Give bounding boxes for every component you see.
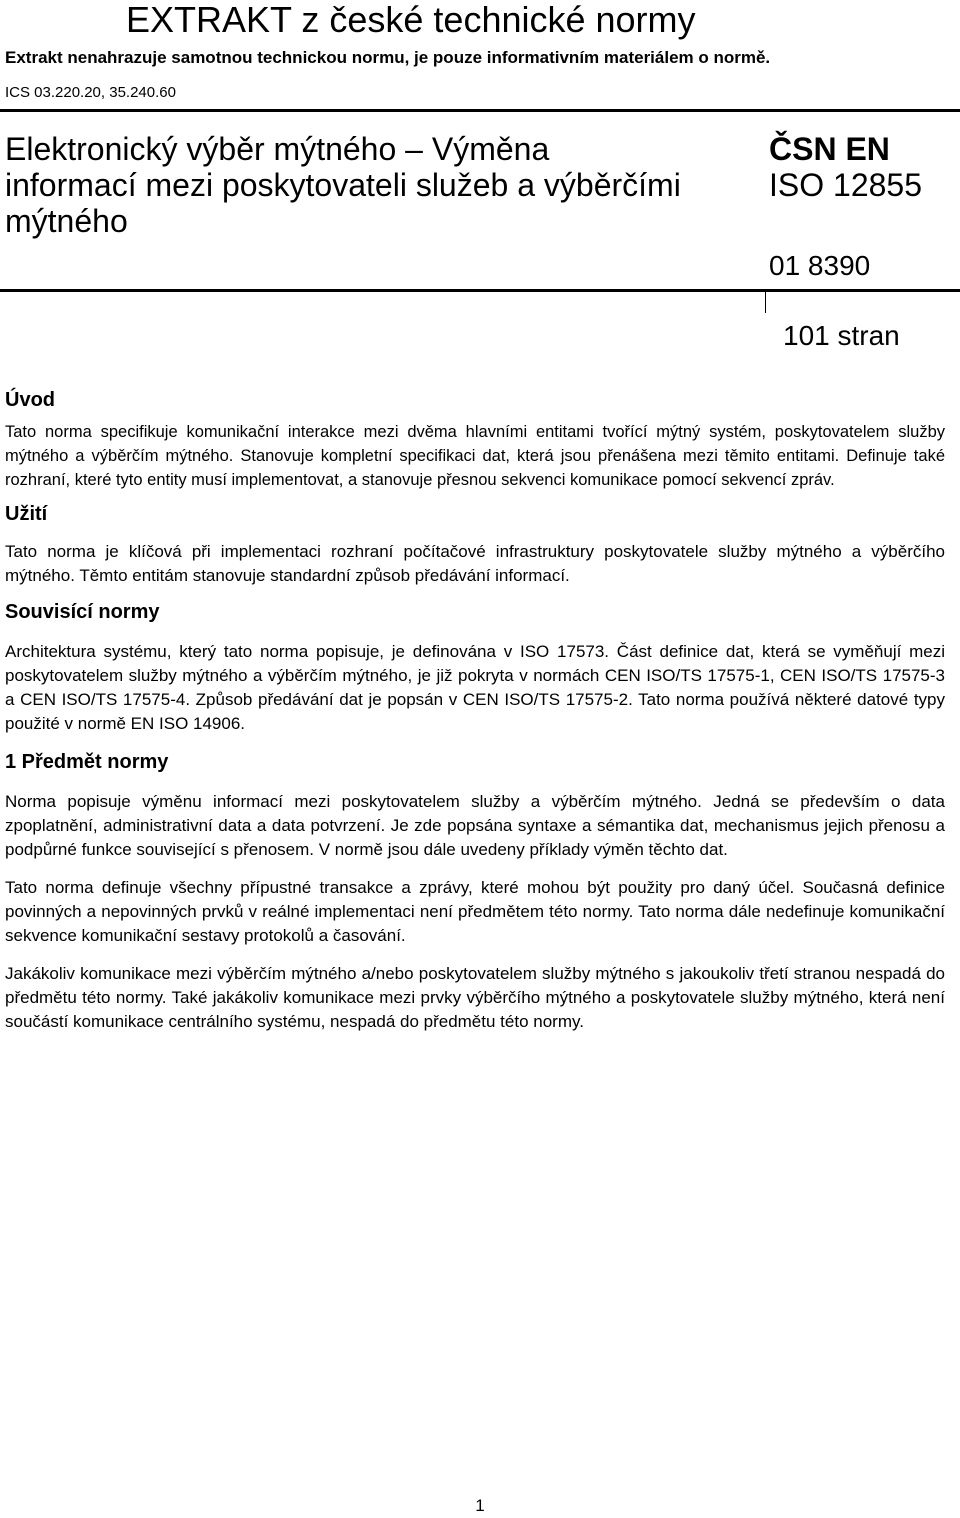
section-text-predmet-2: Tato norma definuje všechny přípustné transakce a zprávy, které mohou být použity pro daný účel. Současná definice povinných a nepovinných prvků v reálné implementaci není předmětem této normy. Tato norma dále nedefinuje komunikační sekvence komunikační sestavy protokolů a časování.	[5, 878, 945, 945]
standard-title-line-3: mýtného	[5, 203, 128, 239]
section-text-souvisici: Architektura systému, který tato norma popisuje, je definována v ISO 17573. Část definice dat, která se vyměňují mezi poskytovatelem služby mýtného a výběrčím mýtného, je již pokryta v normách CEN ISO/TS 17575-1, CEN ISO/TS 17575-3 a CEN ISO/TS 17575-4. Způsob předávání dat je popsán v CEN ISO/TS 17575-2. Tato norma používá některé datové typy použité v normě EN ISO 14906.	[5, 642, 945, 733]
top-divider	[0, 109, 960, 112]
middle-divider	[0, 289, 960, 292]
section-text-uvod: Tato norma specifikuje komunikační interakce mezi dvěma hlavními entitami tvořící mýtný systém, poskytovatelem služby mýtného a výběrčím mýtného. Stanovuje kompletní specifikaci dat, která jsou přenášena mezi těmito entitami. Definuje také rozhraní, které tyto entity musí implementovat, a stanovuje přesnou sekvenci komunikace pomocí sekvencí zpráv.	[5, 423, 945, 489]
classification-number: 01 8390	[769, 250, 871, 281]
section-heading-uvod: Úvod	[5, 389, 55, 411]
standard-title	[5, 131, 765, 239]
standard-code-line-1: ČSN EN	[769, 131, 890, 167]
standard-title-line-1: Elektronický výběr mýtného – Výměna	[5, 131, 550, 167]
page-number: 1	[475, 1496, 485, 1515]
vertical-divider	[765, 289, 766, 313]
standard-code-line-2: ISO 12855	[769, 167, 922, 203]
standard-title-line-2: informací mezi poskytovateli služeb a výběrčími	[5, 167, 681, 203]
section-heading-uziti: Užití	[5, 503, 48, 525]
section-heading-souvisici: Souvisící normy	[5, 601, 160, 623]
page-count: 101 stran	[783, 320, 900, 351]
section-text-uziti: Tato norma je klíčová při implementaci rozhraní počítačové infrastruktury poskytovatele služby mýtného a výběrčího mýtného. Těmto entitám stanovuje standardní způsob předávání informací.	[5, 542, 945, 585]
section-text-predmet-1: Norma popisuje výměnu informací mezi poskytovatelem služby a výběrčím mýtného. Jedná se především o data zpoplatnění, administrativní data a data potvrzení. Je zde popsána syntaxe a sémantika dat, mechanismus jejich přenosu a podpůrné funkce související s přenosem. V normě jsou dále uvedeny příklady výměn těchto dat.	[5, 792, 945, 859]
disclaimer-text: Extrakt nenahrazuje samotnou technickou normu, je pouze informativním materiálem o normě.	[5, 48, 771, 67]
document-body	[5, 388, 945, 1034]
main-title: EXTRAKT z české technické normy	[126, 0, 696, 40]
ics-codes: ICS 03.220.20, 35.240.60	[5, 84, 176, 101]
section-heading-predmet: 1 Předmět normy	[5, 751, 169, 773]
standard-code	[769, 131, 922, 203]
section-text-predmet-3: Jakákoliv komunikace mezi výběrčím mýtného a/nebo poskytovatelem služby mýtného s jakoukoliv třetí stranou nespadá do předmětu této normy. Také jakákoliv komunikace mezi prvky výběrčího mýtného a poskytovatele služby mýtného, která není součástí komunikace centrálního systému, nespadá do předmětu této normy.	[5, 964, 945, 1031]
